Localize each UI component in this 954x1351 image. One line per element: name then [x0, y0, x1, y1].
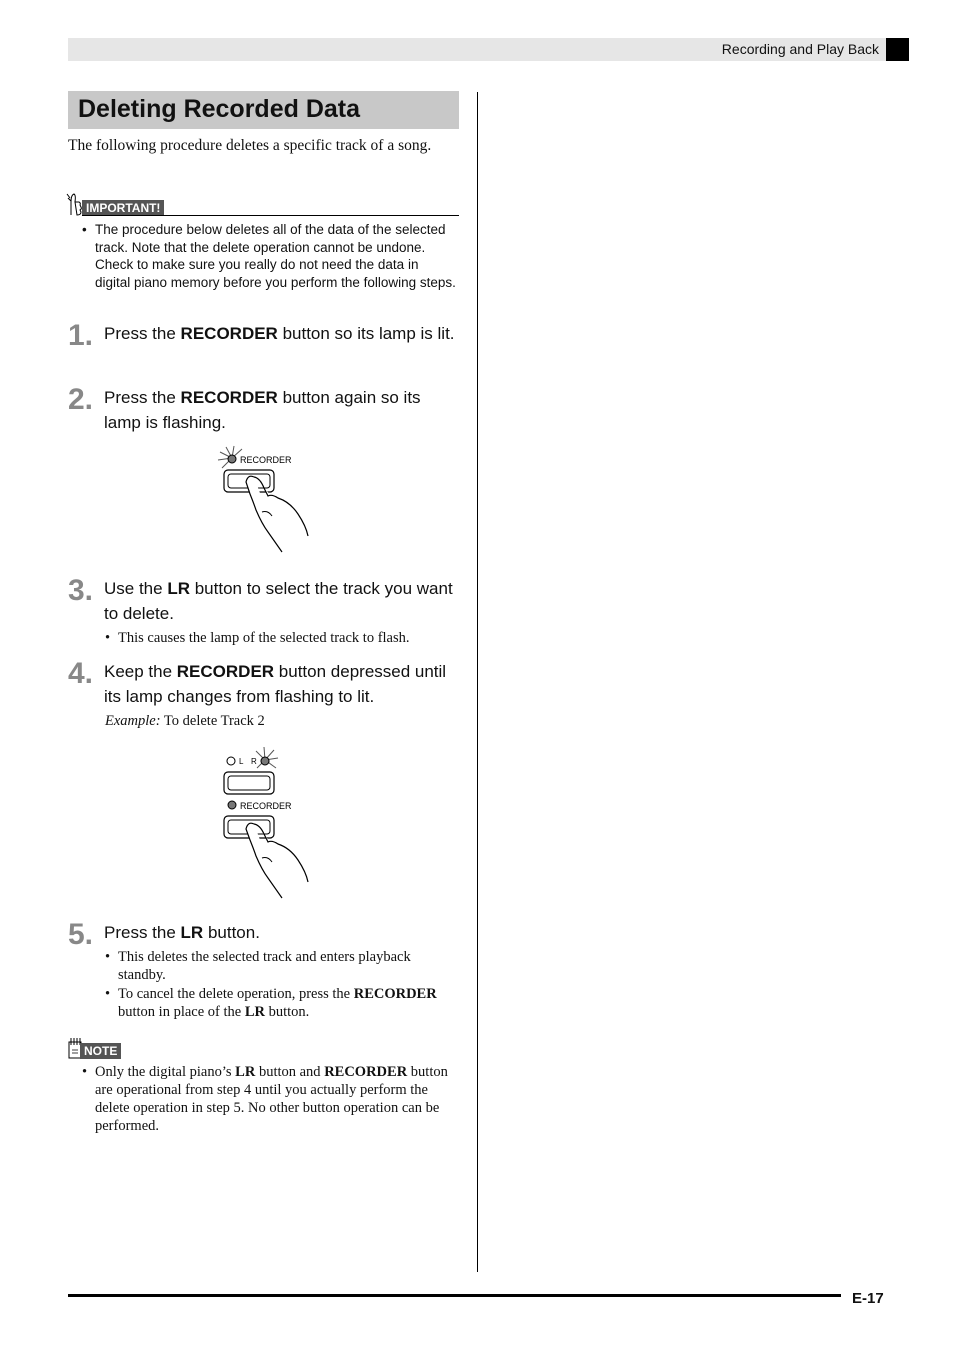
important-item: • The procedure below deletes all of the data of the selected track. Note that the delete operation cannot be undone. Check to make sure you really do not need the data in digital piano memory before you perform the following steps. [82, 221, 456, 291]
note-label: NOTE [80, 1043, 121, 1059]
r-label: R [251, 757, 257, 766]
note-item: • Only the digital piano’s LR button and RECORDER button are operational from step 4 until you actually perform the delete operation in step 5. No other button operation can be performed. [82, 1063, 454, 1135]
step-2-number: 2. [68, 383, 94, 416]
step-5-number: 5. [68, 918, 94, 951]
step-5-notes [105, 948, 459, 1021]
step-4-example: Example: To delete Track 2 [105, 713, 265, 729]
lr-recorder-buttons-illustration [212, 744, 322, 900]
recorder-label: RECORDER [240, 455, 292, 465]
column-divider [477, 92, 478, 1272]
important-label: IMPORTANT! [82, 200, 164, 216]
step-2-text: Press the RECORDER button again so its lamp is flashing. [104, 388, 421, 432]
step-5-text: Press the LR button. [104, 923, 260, 942]
l-label: L [239, 757, 244, 766]
recorder-label-2: RECORDER [240, 801, 292, 811]
note-list [82, 1063, 454, 1135]
step-1-text: Press the RECORDER button so its lamp is lit. [104, 324, 455, 343]
intro-paragraph: The following procedure deletes a specific track of a song. [68, 137, 432, 154]
step-5-note: • This deletes the selected track and enters playback standby. [105, 948, 459, 984]
important-rule [82, 215, 459, 216]
running-header: Recording and Play Back [721, 41, 879, 57]
header-tab-marker [886, 38, 909, 61]
step-3-note: • This causes the lamp of the selected track to flash. [105, 629, 459, 647]
step-3-text: Use the LR button to select the track you want to delete. [104, 579, 453, 623]
important-list [82, 221, 456, 291]
recorder-button-illustration [212, 444, 322, 556]
step-5-note: • To cancel the delete operation, press the RECORDER button in place of the LR button. [105, 985, 459, 1021]
step-3-notes [105, 629, 459, 647]
step-3-number: 3. [68, 574, 94, 607]
step-4-number: 4. [68, 657, 94, 690]
page-number: E-17 [852, 1290, 884, 1307]
section-title: Deleting Recorded Data [78, 95, 361, 123]
step-1-number: 1. [68, 319, 94, 352]
footer-rule [68, 1294, 841, 1297]
step-4-text: Keep the RECORDER button depressed until its lamp changes from flashing to lit. [104, 662, 447, 706]
